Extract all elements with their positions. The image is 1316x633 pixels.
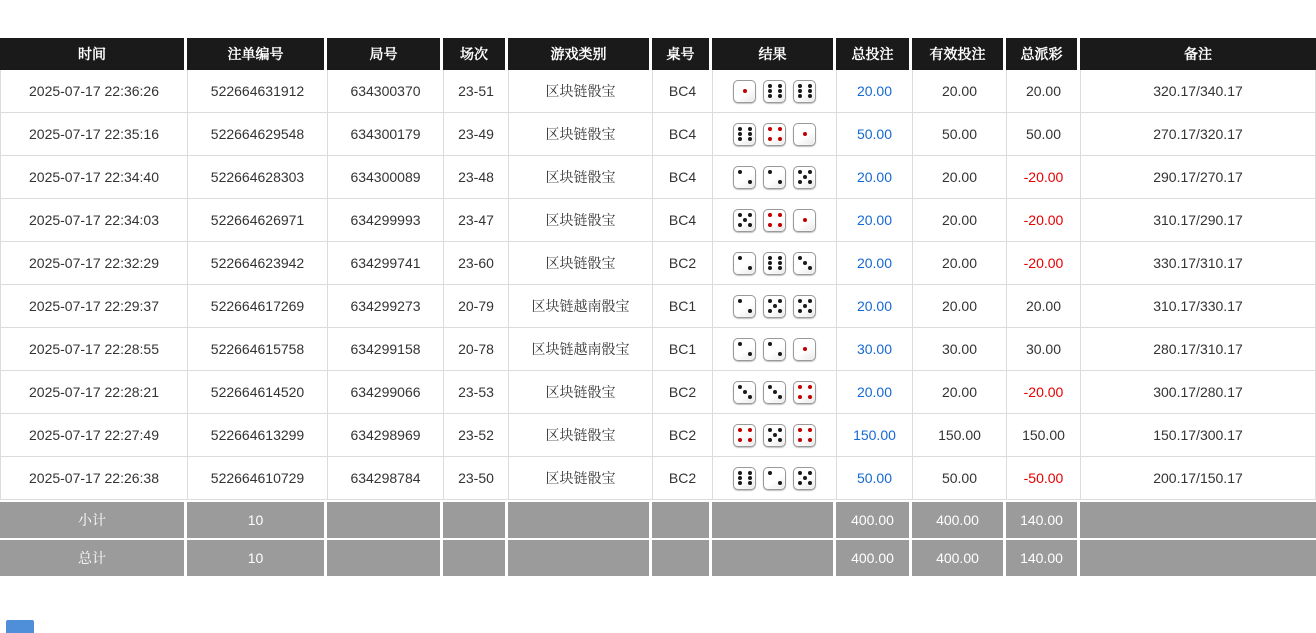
die-2 xyxy=(763,166,786,189)
result-cell xyxy=(713,414,837,456)
table-row xyxy=(1,156,1315,199)
session-cell: 23-49 xyxy=(444,113,509,155)
table-row xyxy=(1,199,1315,242)
die-4 xyxy=(763,123,786,146)
die-4 xyxy=(793,424,816,447)
time-cell: 2025-07-17 22:36:26 xyxy=(1,70,188,112)
total-cell-9: 140.00 xyxy=(1006,540,1080,576)
header-cell-5: 桌号 xyxy=(652,38,712,70)
bet-id-cell: 522664631912 xyxy=(188,70,328,112)
valid-bet-cell: 30.00 xyxy=(913,328,1007,370)
die-2 xyxy=(763,338,786,361)
table-no-cell: BC4 xyxy=(653,199,713,241)
session-cell: 23-60 xyxy=(444,242,509,284)
payout-cell: -20.00 xyxy=(1007,371,1081,413)
dice-result xyxy=(733,123,816,146)
game-type-cell: 区块链越南骰宝 xyxy=(509,285,653,327)
table-row xyxy=(1,371,1315,414)
subtotal-cell-0: 小计 xyxy=(0,502,187,538)
bet-id-cell: 522664626971 xyxy=(188,199,328,241)
session-cell: 23-47 xyxy=(444,199,509,241)
dice-result xyxy=(733,166,816,189)
total-bet-cell[interactable]: 50.00 xyxy=(837,113,913,155)
subtotal-cell-7: 400.00 xyxy=(836,502,912,538)
payout-cell: -50.00 xyxy=(1007,457,1081,499)
dice-result xyxy=(733,467,816,490)
die-1 xyxy=(733,80,756,103)
bet-id-cell: 522664610729 xyxy=(188,457,328,499)
round-cell: 634299741 xyxy=(328,242,444,284)
total-bet-cell[interactable]: 50.00 xyxy=(837,457,913,499)
bet-id-cell: 522664617269 xyxy=(188,285,328,327)
time-cell: 2025-07-17 22:35:16 xyxy=(1,113,188,155)
die-1 xyxy=(793,338,816,361)
subtotal-cell-3 xyxy=(443,502,508,538)
remark-cell: 320.17/340.17 xyxy=(1153,83,1243,99)
die-3 xyxy=(763,381,786,404)
table-body xyxy=(0,70,1316,500)
valid-bet-cell: 20.00 xyxy=(913,242,1007,284)
remark-cell: 310.17/290.17 xyxy=(1153,212,1243,228)
die-3 xyxy=(793,252,816,275)
header-cell-0: 时间 xyxy=(0,38,187,70)
valid-bet-cell: 20.00 xyxy=(913,371,1007,413)
table-row xyxy=(1,328,1315,371)
valid-bet-cell: 150.00 xyxy=(913,414,1007,456)
dice-result xyxy=(733,80,816,103)
session-cell: 23-53 xyxy=(444,371,509,413)
table-row xyxy=(1,70,1315,113)
payout-cell: 30.00 xyxy=(1007,328,1081,370)
payout-cell: -20.00 xyxy=(1007,199,1081,241)
die-5 xyxy=(793,295,816,318)
dice-result xyxy=(733,381,816,404)
result-cell xyxy=(713,113,837,155)
table-no-cell: BC4 xyxy=(653,70,713,112)
die-2 xyxy=(733,338,756,361)
die-2 xyxy=(733,166,756,189)
table-row xyxy=(1,414,1315,457)
bet-records-table xyxy=(0,38,1316,576)
valid-bet-cell: 20.00 xyxy=(913,199,1007,241)
die-5 xyxy=(733,209,756,232)
game-type-cell: 区块链骰宝 xyxy=(509,70,653,112)
total-bet-cell[interactable]: 20.00 xyxy=(837,70,913,112)
round-cell: 634300370 xyxy=(328,70,444,112)
result-cell xyxy=(713,199,837,241)
die-2 xyxy=(733,295,756,318)
table-no-cell: BC2 xyxy=(653,457,713,499)
round-cell: 634298784 xyxy=(328,457,444,499)
header-cell-9: 总派彩 xyxy=(1006,38,1080,70)
result-cell xyxy=(713,242,837,284)
die-5 xyxy=(793,467,816,490)
total-bet-cell[interactable]: 20.00 xyxy=(837,285,913,327)
time-cell: 2025-07-17 22:32:29 xyxy=(1,242,188,284)
game-type-cell: 区块链越南骰宝 xyxy=(509,328,653,370)
die-6 xyxy=(793,80,816,103)
total-cell-10 xyxy=(1080,540,1316,576)
valid-bet-cell: 20.00 xyxy=(913,156,1007,198)
result-cell xyxy=(713,328,837,370)
total-bet-cell[interactable]: 20.00 xyxy=(837,371,913,413)
die-1 xyxy=(793,123,816,146)
total-bet-cell[interactable]: 150.00 xyxy=(837,414,913,456)
round-cell: 634299993 xyxy=(328,199,444,241)
game-type-cell: 区块链骰宝 xyxy=(509,242,653,284)
remark-cell: 300.17/280.17 xyxy=(1153,384,1243,400)
table-no-cell: BC1 xyxy=(653,328,713,370)
table-row xyxy=(1,285,1315,328)
remark-cell: 310.17/330.17 xyxy=(1153,298,1243,314)
floating-widget[interactable] xyxy=(6,620,34,633)
die-5 xyxy=(793,166,816,189)
result-cell xyxy=(713,285,837,327)
header-cell-2: 局号 xyxy=(327,38,443,70)
game-type-cell: 区块链骰宝 xyxy=(509,414,653,456)
dice-result xyxy=(733,424,816,447)
subtotal-row xyxy=(0,502,1316,538)
table-no-cell: BC4 xyxy=(653,113,713,155)
game-type-cell: 区块链骰宝 xyxy=(509,371,653,413)
table-no-cell: BC2 xyxy=(653,414,713,456)
time-cell: 2025-07-17 22:28:21 xyxy=(1,371,188,413)
subtotal-cell-10 xyxy=(1080,502,1316,538)
total-row xyxy=(0,540,1316,576)
die-3 xyxy=(733,381,756,404)
die-4 xyxy=(733,424,756,447)
table-row xyxy=(1,113,1315,156)
total-cell-4 xyxy=(508,540,652,576)
time-cell: 2025-07-17 22:34:03 xyxy=(1,199,188,241)
total-bet-cell[interactable]: 20.00 xyxy=(837,156,913,198)
bet-id-cell: 522664613299 xyxy=(188,414,328,456)
time-cell: 2025-07-17 22:27:49 xyxy=(1,414,188,456)
remark-cell: 280.17/310.17 xyxy=(1153,341,1243,357)
total-cell-2 xyxy=(327,540,443,576)
session-cell: 23-52 xyxy=(444,414,509,456)
time-cell: 2025-07-17 22:26:38 xyxy=(1,457,188,499)
remark-cell: 330.17/310.17 xyxy=(1153,255,1243,271)
round-cell: 634299273 xyxy=(328,285,444,327)
payout-cell: -20.00 xyxy=(1007,156,1081,198)
header-cell-4: 游戏类别 xyxy=(508,38,652,70)
die-4 xyxy=(763,209,786,232)
session-cell: 20-78 xyxy=(444,328,509,370)
die-2 xyxy=(763,467,786,490)
header-cell-10: 备注 xyxy=(1080,38,1316,70)
total-bet-cell[interactable]: 20.00 xyxy=(837,242,913,284)
subtotal-cell-4 xyxy=(508,502,652,538)
bet-id-cell: 522664623942 xyxy=(188,242,328,284)
result-cell xyxy=(713,156,837,198)
round-cell: 634299066 xyxy=(328,371,444,413)
round-cell: 634300179 xyxy=(328,113,444,155)
subtotal-cell-1: 10 xyxy=(187,502,327,538)
die-5 xyxy=(763,295,786,318)
table-no-cell: BC2 xyxy=(653,242,713,284)
header-cell-3: 场次 xyxy=(443,38,508,70)
total-cell-3 xyxy=(443,540,508,576)
header-cell-6: 结果 xyxy=(712,38,836,70)
total-cell-7: 400.00 xyxy=(836,540,912,576)
valid-bet-cell: 50.00 xyxy=(913,113,1007,155)
round-cell: 634298969 xyxy=(328,414,444,456)
total-cell-1: 10 xyxy=(187,540,327,576)
game-type-cell: 区块链骰宝 xyxy=(509,113,653,155)
game-type-cell: 区块链骰宝 xyxy=(509,457,653,499)
total-bet-cell[interactable]: 30.00 xyxy=(837,328,913,370)
payout-cell: 50.00 xyxy=(1007,113,1081,155)
payout-cell: 20.00 xyxy=(1007,70,1081,112)
subtotal-cell-5 xyxy=(652,502,712,538)
die-6 xyxy=(763,252,786,275)
subtotal-cell-2 xyxy=(327,502,443,538)
remark-cell: 270.17/320.17 xyxy=(1153,126,1243,142)
total-cell-0: 总计 xyxy=(0,540,187,576)
payout-cell: 150.00 xyxy=(1007,414,1081,456)
bet-id-cell: 522664629548 xyxy=(188,113,328,155)
game-type-cell: 区块链骰宝 xyxy=(509,199,653,241)
time-cell: 2025-07-17 22:29:37 xyxy=(1,285,188,327)
valid-bet-cell: 50.00 xyxy=(913,457,1007,499)
header-row xyxy=(0,38,1316,70)
round-cell: 634300089 xyxy=(328,156,444,198)
die-1 xyxy=(793,209,816,232)
payout-cell: 20.00 xyxy=(1007,285,1081,327)
die-6 xyxy=(733,123,756,146)
die-6 xyxy=(733,467,756,490)
total-cell-6 xyxy=(712,540,836,576)
total-bet-cell[interactable]: 20.00 xyxy=(837,199,913,241)
header-cell-7: 总投注 xyxy=(836,38,912,70)
table-no-cell: BC1 xyxy=(653,285,713,327)
bet-id-cell: 522664628303 xyxy=(188,156,328,198)
session-cell: 23-50 xyxy=(444,457,509,499)
subtotal-cell-9: 140.00 xyxy=(1006,502,1080,538)
dice-result xyxy=(733,338,816,361)
dice-result xyxy=(733,252,816,275)
bet-id-cell: 522664614520 xyxy=(188,371,328,413)
table-row xyxy=(1,457,1315,500)
valid-bet-cell: 20.00 xyxy=(913,70,1007,112)
die-6 xyxy=(763,80,786,103)
round-cell: 634299158 xyxy=(328,328,444,370)
remark-cell: 200.17/150.17 xyxy=(1153,470,1243,486)
session-cell: 20-79 xyxy=(444,285,509,327)
time-cell: 2025-07-17 22:28:55 xyxy=(1,328,188,370)
total-cell-8: 400.00 xyxy=(912,540,1006,576)
table-no-cell: BC2 xyxy=(653,371,713,413)
die-5 xyxy=(763,424,786,447)
table-no-cell: BC4 xyxy=(653,156,713,198)
result-cell xyxy=(713,457,837,499)
subtotal-cell-8: 400.00 xyxy=(912,502,1006,538)
session-cell: 23-48 xyxy=(444,156,509,198)
header-cell-1: 注单编号 xyxy=(187,38,327,70)
valid-bet-cell: 20.00 xyxy=(913,285,1007,327)
time-cell: 2025-07-17 22:34:40 xyxy=(1,156,188,198)
bet-id-cell: 522664615758 xyxy=(188,328,328,370)
subtotal-cell-6 xyxy=(712,502,836,538)
session-cell: 23-51 xyxy=(444,70,509,112)
die-2 xyxy=(733,252,756,275)
result-cell xyxy=(713,371,837,413)
game-type-cell: 区块链骰宝 xyxy=(509,156,653,198)
dice-result xyxy=(733,295,816,318)
remark-cell: 290.17/270.17 xyxy=(1153,169,1243,185)
remark-cell: 150.17/300.17 xyxy=(1153,427,1243,443)
table-row xyxy=(1,242,1315,285)
die-4 xyxy=(793,381,816,404)
header-cell-8: 有效投注 xyxy=(912,38,1006,70)
total-cell-5 xyxy=(652,540,712,576)
payout-cell: -20.00 xyxy=(1007,242,1081,284)
result-cell xyxy=(713,70,837,112)
dice-result xyxy=(733,209,816,232)
